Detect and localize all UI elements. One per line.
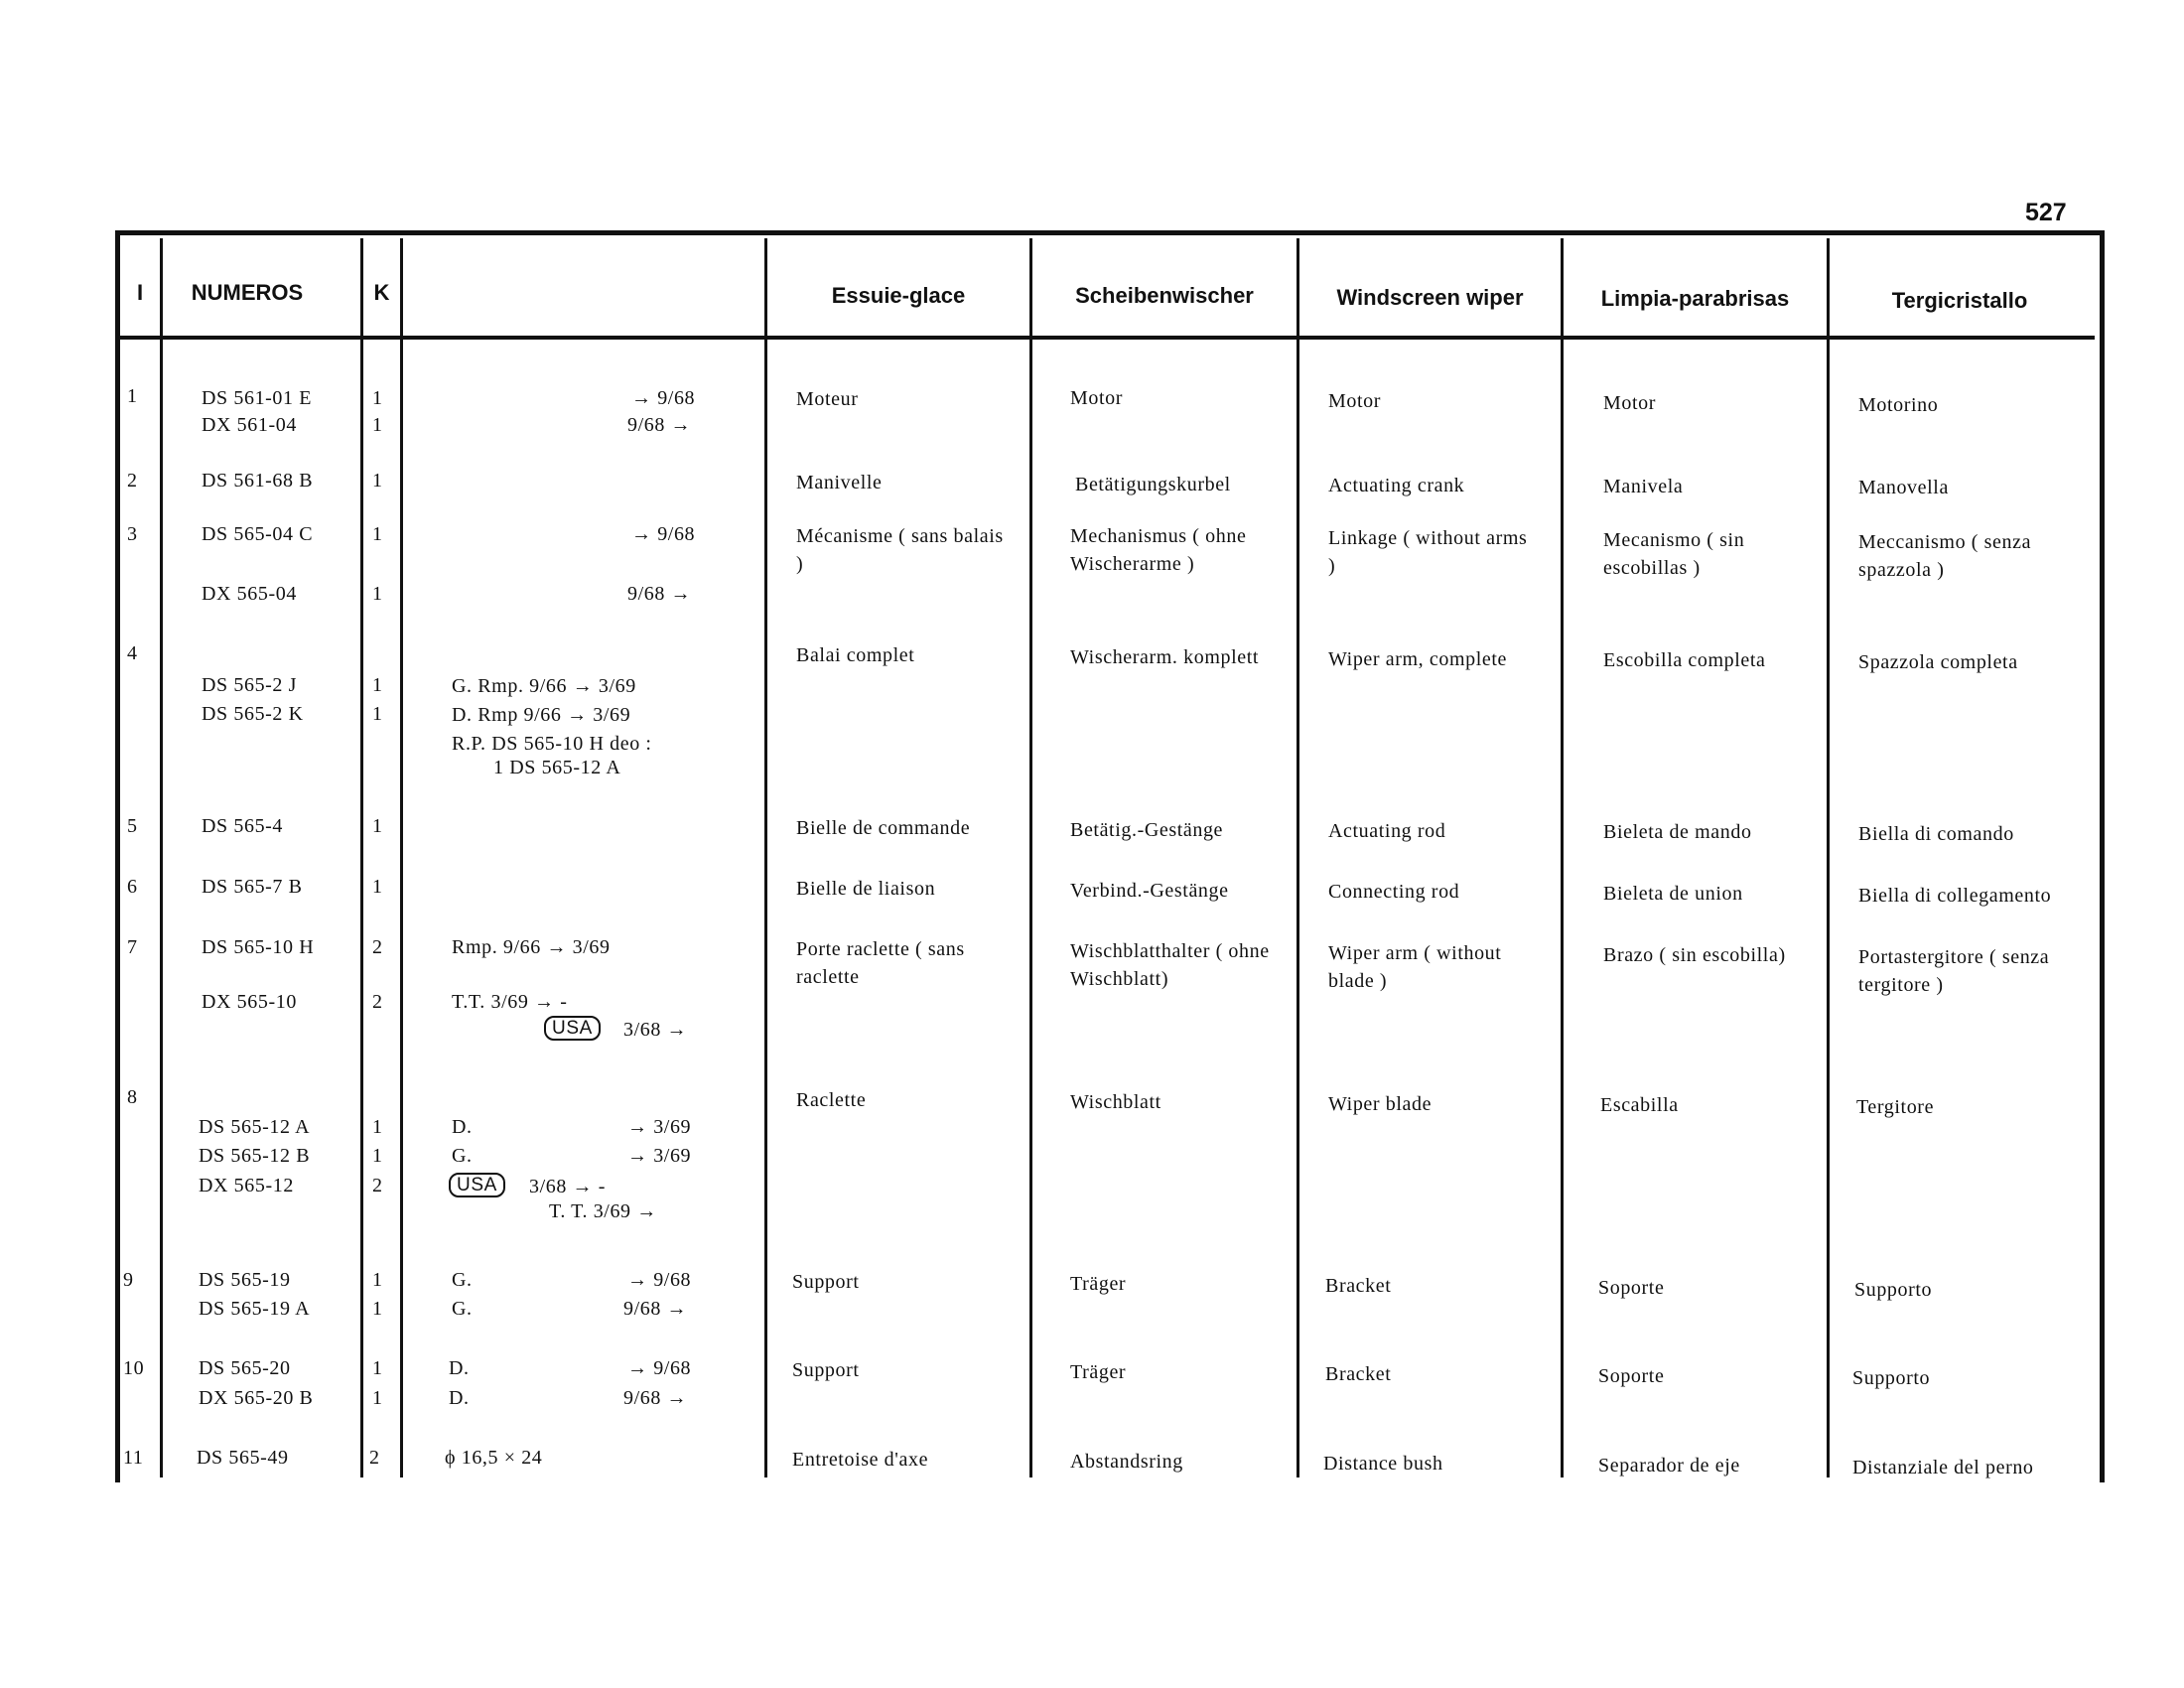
remark: → 3/69: [627, 1116, 692, 1138]
italian-term: Tergitore: [1856, 1096, 1935, 1118]
english-term: Wiper arm, complete: [1328, 648, 1507, 670]
column-divider: [160, 238, 163, 1477]
header-french: Essuie-glace: [831, 283, 966, 308]
english-term: Wiper arm ( without blade ): [1328, 942, 1502, 992]
remark: 9/68 →: [623, 1387, 688, 1409]
remark: G.: [452, 1298, 473, 1320]
row-index: 3: [127, 523, 138, 545]
row-index: 1: [127, 385, 138, 407]
usa-badge: USA: [449, 1171, 505, 1199]
part-number: DX 565-12: [199, 1175, 294, 1196]
row-index: 11: [123, 1447, 144, 1469]
french-term: Support: [792, 1271, 860, 1293]
quantity: 1: [372, 1298, 383, 1320]
english-term: Actuating crank: [1328, 475, 1465, 496]
french-term: Raclette: [796, 1089, 867, 1111]
french-term: Support: [792, 1359, 860, 1381]
part-number: DS 565-04 C: [202, 523, 314, 545]
remark: G.: [452, 1145, 473, 1167]
english-term: Linkage ( without arms ): [1328, 527, 1528, 577]
italian-term: Motorino: [1858, 394, 1939, 416]
italian-term: Supporto: [1852, 1367, 1931, 1389]
english-term: Bracket: [1325, 1275, 1392, 1297]
quantity: 1: [372, 414, 383, 436]
row-index: 9: [123, 1269, 134, 1291]
spanish-term: Brazo ( sin escobilla): [1603, 944, 1786, 966]
row-index: 7: [127, 936, 138, 958]
remark: G. Rmp. 9/66 → 3/69: [452, 675, 636, 697]
quantity: 1: [372, 1145, 383, 1167]
column-divider: [400, 238, 403, 1477]
quantity: 1: [372, 1116, 383, 1138]
part-number: DS 565-4: [202, 815, 284, 837]
remark: → 9/68: [627, 1357, 692, 1379]
italian-term: Meccanismo ( senza spazzola ): [1858, 531, 2032, 581]
remark: D. Rmp 9/66 → 3/69: [452, 704, 631, 726]
quantity: 2: [372, 1175, 383, 1196]
row-index: 4: [127, 642, 138, 664]
italian-term: Supporto: [1854, 1279, 1933, 1301]
header-german: Scheibenwischer: [1075, 283, 1254, 308]
remark: Rmp. 9/66 → 3/69: [452, 936, 611, 958]
remark: T.T. 3/69 → -: [452, 991, 568, 1013]
quantity: 1: [372, 674, 383, 696]
french-term: Moteur: [796, 388, 859, 410]
part-number: DS 565-2 K: [202, 703, 304, 725]
quantity: 2: [372, 936, 383, 958]
spanish-term: Separador de eje: [1598, 1455, 1740, 1477]
header-rule: [120, 336, 2095, 340]
quantity: 1: [372, 876, 383, 898]
part-number: DS 565-19 A: [199, 1298, 311, 1320]
part-number: DS 565-10 H: [202, 936, 315, 958]
column-divider: [1827, 238, 1830, 1477]
remark: D.: [449, 1357, 470, 1379]
part-number: DX 561-04: [202, 414, 297, 436]
remark: G.: [452, 1269, 473, 1291]
part-number: DS 561-01 E: [202, 387, 313, 409]
part-number: DX 565-04: [202, 583, 297, 605]
english-term: Bracket: [1325, 1363, 1392, 1385]
column-divider: [1561, 238, 1564, 1477]
quantity: 1: [372, 387, 383, 409]
column-divider: [764, 238, 767, 1477]
italian-term: Spazzola completa: [1858, 651, 2018, 673]
row-index: 8: [127, 1086, 138, 1108]
french-term: Mécanisme ( sans balais ): [796, 525, 1004, 575]
remark: D.: [449, 1387, 470, 1409]
german-term: Wischerarm. komplett: [1070, 646, 1260, 668]
spanish-term: Soporte: [1598, 1365, 1665, 1387]
part-number: DS 565-12 A: [199, 1116, 311, 1138]
remark: 9/68 →: [627, 414, 692, 436]
german-term: Wischblatthalter ( ohne Wischblatt): [1070, 940, 1270, 990]
quantity: 1: [372, 583, 383, 605]
remark: T. T. 3/69 →: [549, 1200, 657, 1222]
part-number: DX 565-10: [202, 991, 297, 1013]
remark: ϕ 16,5 × 24: [445, 1447, 543, 1469]
german-term: Mechanismus ( ohne Wischerarme ): [1070, 525, 1247, 575]
english-term: Actuating rod: [1328, 820, 1446, 842]
remark: 9/68 →: [627, 583, 692, 605]
header-index: I: [136, 280, 144, 305]
part-number: DS 565-20: [199, 1357, 291, 1379]
header-k: K: [373, 280, 390, 305]
header-english: Windscreen wiper: [1336, 285, 1524, 310]
remark: R.P. DS 565-10 H deo :: [452, 733, 652, 755]
quantity: 1: [372, 1269, 383, 1291]
row-index: 10: [123, 1357, 145, 1379]
column-divider: [360, 238, 363, 1477]
remark: 9/68 →: [623, 1298, 688, 1320]
header-spanish: Limpia-parabrisas: [1600, 286, 1790, 311]
header-italian: Tergicristallo: [1891, 288, 2028, 313]
italian-term: Portastergitore ( senza tergitore ): [1858, 946, 2050, 996]
page-number: 527: [2025, 199, 2067, 226]
part-number: DS 565-12 B: [199, 1145, 311, 1167]
french-term: Manivelle: [796, 472, 883, 493]
spanish-term: Escobilla completa: [1603, 649, 1766, 671]
quantity: 1: [372, 703, 383, 725]
remark: → 9/68: [631, 387, 696, 409]
french-term: Bielle de commande: [796, 817, 971, 839]
remark: 3/68 → -: [529, 1176, 607, 1197]
quantity: 1: [372, 523, 383, 545]
column-divider: [1297, 238, 1299, 1477]
part-number: DS 565-49: [197, 1447, 289, 1469]
german-term: Betätigungskurbel: [1075, 474, 1231, 495]
german-term: Betätig.-Gestänge: [1070, 819, 1224, 841]
spanish-term: Bieleta de union: [1603, 883, 1743, 905]
french-term: Bielle de liaison: [796, 878, 936, 900]
usa-badge: USA: [544, 1014, 601, 1043]
french-term: Entretoise d'axe: [792, 1449, 929, 1471]
english-term: Connecting rod: [1328, 881, 1460, 903]
french-term: Porte raclette ( sans raclette: [796, 938, 965, 988]
remark: 3/68 →: [623, 1019, 688, 1041]
spanish-term: Motor: [1603, 392, 1656, 414]
part-number: DS 561-68 B: [202, 470, 314, 492]
spanish-term: Mecanismo ( sin escobillas ): [1603, 529, 1745, 579]
english-term: Motor: [1328, 390, 1381, 412]
italian-term: Manovella: [1858, 477, 1949, 498]
part-number: DS 565-19: [199, 1269, 291, 1291]
row-index: 6: [127, 876, 138, 898]
remark: → 3/69: [627, 1145, 692, 1167]
quantity: 1: [372, 1357, 383, 1379]
spanish-term: Bieleta de mando: [1603, 821, 1752, 843]
quantity: 1: [372, 470, 383, 492]
quantity: 2: [372, 991, 383, 1013]
english-term: Wiper blade: [1328, 1093, 1433, 1115]
remark: → 9/68: [631, 523, 696, 545]
header-numeros: NUMEROS: [191, 280, 304, 305]
row-index: 5: [127, 815, 138, 837]
german-term: Abstandsring: [1070, 1451, 1183, 1473]
german-term: Träger: [1070, 1273, 1127, 1295]
column-divider: [1029, 238, 1032, 1477]
german-term: Wischblatt: [1070, 1091, 1161, 1113]
quantity: 2: [369, 1447, 380, 1469]
quantity: 1: [372, 1387, 383, 1409]
german-term: Verbind.-Gestänge: [1070, 880, 1229, 902]
english-term: Distance bush: [1323, 1453, 1443, 1475]
quantity: 1: [372, 815, 383, 837]
row-index: 2: [127, 470, 138, 492]
remark: → 9/68: [627, 1269, 692, 1291]
spanish-term: Soporte: [1598, 1277, 1665, 1299]
german-term: Motor: [1070, 387, 1123, 409]
italian-term: Biella di collegamento: [1858, 885, 2052, 907]
french-term: Balai complet: [796, 644, 915, 666]
italian-term: Distanziale del perno: [1852, 1457, 2034, 1478]
remark: D.: [452, 1116, 473, 1138]
part-number: DX 565-20 B: [199, 1387, 314, 1409]
remark: 1 DS 565-12 A: [493, 757, 621, 778]
spanish-term: Manivela: [1603, 476, 1684, 497]
part-number: DS 565-7 B: [202, 876, 303, 898]
italian-term: Biella di comando: [1858, 823, 2014, 845]
part-number: DS 565-2 J: [202, 674, 298, 696]
spanish-term: Escabilla: [1600, 1094, 1679, 1116]
german-term: Träger: [1070, 1361, 1127, 1383]
